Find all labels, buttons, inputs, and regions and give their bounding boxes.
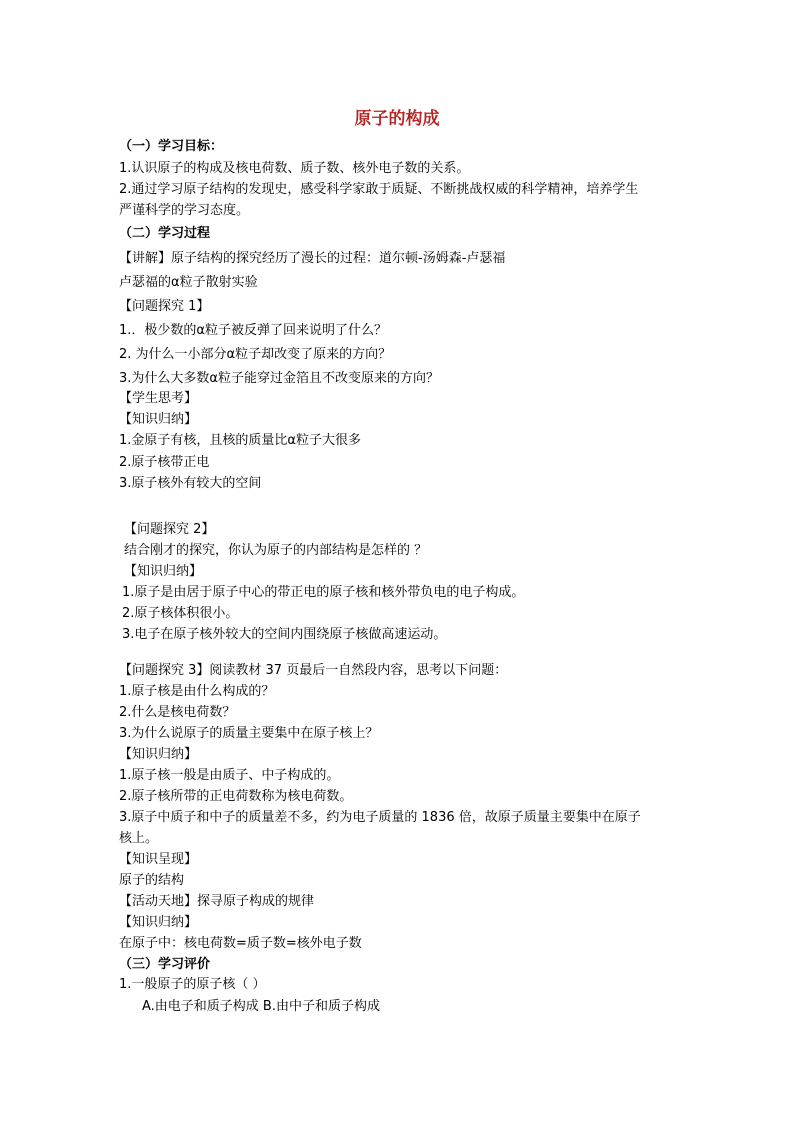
text-line: 【学生思考】 <box>119 391 198 406</box>
objective-line: 1.认识原子的构成及核电荷数、质子数、核外电子数的关系。 <box>119 161 470 176</box>
text-line: 【讲解】原子结构的探究经历了漫长的过程：道尔顿-汤姆森-卢瑟福 <box>119 251 506 266</box>
question-line: 2. 为什么一小部分α粒子却改变了原来的方向？ <box>119 347 392 362</box>
text-line: 【问题探究 1】 <box>119 299 210 314</box>
summary-line: 2.原子核所带的正电荷数称为核电荷数。 <box>119 789 353 804</box>
summary-line: 2.原子核带正电 <box>119 455 210 470</box>
question-line: 3.为什么大多数α粒子能穿过金箔且不改变原来的方向？ <box>119 371 439 386</box>
summary-line: 1.原子是由居于原子中心的带正电的原子核和核外带负电的电子构成。 <box>122 585 525 600</box>
section-heading-process: （二）学习过程 <box>119 226 211 241</box>
text-line: 【知识呈现】 <box>119 852 198 867</box>
text-line: 卢瑟福的α粒子散射实验 <box>119 275 258 290</box>
objective-line: 2.通过学习原子结构的发现史，感受科学家敢于质疑、不断挑战权威的科学精神，培养学生 <box>119 182 639 197</box>
question-line: 结合刚才的探究，你认为原子的内部结构是怎样的 ？ <box>124 543 428 558</box>
section-heading-evaluation: （三）学习评价 <box>119 957 211 972</box>
text-line: 在原子中：核电荷数=质子数=核外电子数 <box>119 936 362 951</box>
question-line: 2.什么是核电荷数？ <box>119 705 236 720</box>
summary-line: 1.原子核一般是由质子、中子构成的。 <box>119 768 340 783</box>
text-line: 【问题探究 2】 <box>124 522 215 537</box>
text-line: 【知识归纳】 <box>119 915 198 930</box>
text-line: 【知识归纳】 <box>119 747 198 762</box>
text-line: 【知识归纳】 <box>119 412 198 427</box>
question-line: 1.．极少数的α粒子被反弹了回来说明了什么？ <box>119 323 387 338</box>
text-line: 【问题探究 3】阅读教材 37 页最后一自然段内容，思考以下问题： <box>119 663 508 678</box>
objective-line: 严谨科学的学习态度。 <box>119 203 250 218</box>
question-line: 3.为什么说原子的质量主要集中在原子核上？ <box>119 726 379 741</box>
text-line: 【活动天地】探寻原子构成的规律 <box>119 894 315 909</box>
page-title: 原子的构成 <box>354 109 440 129</box>
summary-line: 3.电子在原子核外较大的空间内围绕原子核做高速运动。 <box>122 627 447 642</box>
question-line: 1.原子核是由什么构成的？ <box>119 684 275 699</box>
section-heading-objectives: （一）学习目标： <box>119 139 224 154</box>
text-line: 原子的结构 <box>119 873 185 888</box>
summary-line: 1.金原子有核，且核的质量比α粒子大很多 <box>119 433 361 448</box>
summary-line: 核上。 <box>119 831 159 846</box>
summary-line: 3.原子中质子和中子的质量差不多，约为电子质量的 1836 倍，故原子质量主要集中在原子 <box>119 810 641 825</box>
question-line: 1.一般原子的原子核（ ） <box>119 977 266 992</box>
text-line: 【知识归纳】 <box>124 564 203 579</box>
summary-line: 2.原子核体积很小。 <box>122 606 239 621</box>
summary-line: 3.原子核外有较大的空间 <box>119 476 262 491</box>
answer-options: A.由电子和质子构成 B.由中子和质子构成 <box>142 999 380 1014</box>
